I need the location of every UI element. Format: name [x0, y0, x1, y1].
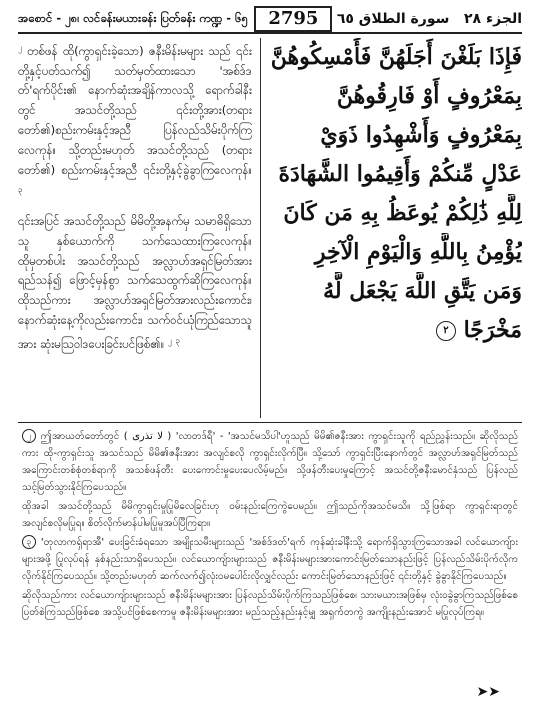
arabic-line: وَمَن يَتَّقِ اللَّهَ يَجْعَل لَّهُ [323, 278, 522, 304]
arabic-line-last: مَخْرَجًا ٢ [271, 311, 522, 350]
footnote-ref: ၂ [18, 43, 22, 52]
verse-section [18, 38, 522, 418]
continue-arrow-icon: ➤➤ [476, 684, 500, 700]
translation-paragraph-2: ၎င်းအပြင် အသင်တို့သည် မိမိတို့အနက်မှ သမာဓိရှိသောသူ နှစ်ယောက်ကို သက်သေထားကြလေကုန်။ ထိုမှတစ်ပါး အသင်တို့သည် အလ္လာဟ်အရှင်မြတ်အား ရည်သန်၍ ဖြောင့်မှန်စွာ သက်သေထွက်ဆိုကြလေကုန်။ ထိုသည်ကား အလ္လာဟ်အရှင်မြတ်အားလည်းကောင်း၊ နောက်ဆုံးနေ့ကိုလည်းကောင်း၊ သက်ဝင်ယုံကြည်သောသူအား ဆုံးမသြဝါဒပေးခြင်းပင်ဖြစ်၏။ $^၂$ $^၃$ [18, 214, 252, 351]
footnote-ref: ၃ [18, 185, 23, 195]
header-surah-title [337, 11, 522, 27]
arabic-line: بِمَعْرُوفٍ أَوْ فَارِقُوهُنَّ [336, 83, 522, 109]
footnote-marker: ၃ [22, 535, 36, 549]
footnote-2: ၃ 'တုလာကရှ်ရာအီ' ပေးခြင်းခံရသော အမျိုးသမီးများသည် 'အစ်ဒ်ဒတ်'ရက် ကုန်ဆုံးခါနီးသို့ ရောက်ရှိသွားကြသောအခါ လင်ယောကျ်ားများအဖို့ ပြုလုပ်ရန် နှစ်နည်းသာရှိပေသည်။ လင်ယောကျ်ားများသည် ဇနီးမိန်းမများအားကောင်းမြတ်သောနည်းဖြင့် ပြန်လည်သိမ်းပိုက်လိုက လိုက်နိုင်ကြပေသည်။ သို့တည်းမဟုတ် ဆက်လက်၍လုံးဝမပေါင်းလိုလျှင်လည်း ကောင်းမြတ်သောနည်းဖြင့် ၎င်းတို့နှင့် ခွဲခွာနိုင်ကြပေသည်။ [22, 537, 518, 582]
footnote-1: ၂ ဤအာယတ်တော်တွင် ( لا تذرى ) 'လာတဒ်ရီ' - 'အသင်မသိပါ'ဟူသည် မိမိ၏ဇနီးအား ကွာရှင်းသူကို ရည်ညွှန်းသည်။ ဆိုလိုသည်ကား ထို-ကွာရှင်းသူ အသင်သည် မိမိ၏ဇနီးအား အလျင်စလို ကွာရှင်းလိုက်ပြီ။ သို့သော် ကွာရှင်းပြီးနောက်တွင် အလ္လာဟ်အရှင်မြတ်သည် အကြောင်းတစ်စုံတစ်ရာကို အသစ်ဖန်တီး ပေးကောင်းမှုပေးပေလိမ့်မည်။ သို့ဖန်တီးပေးမှုကြောင့် အသင်တို့ဇနီးမောင်နှံသည် ပြန်လည်သင့်မြတ်သွားနိုင်ကြပေသည်။ [22, 431, 519, 493]
arabic-verse-column [261, 38, 522, 418]
translation-paragraph-1: $^၂$ တစ်ဖန် ထို(ကွာရှင်းခဲ့သော) ဇနီးမိန်းမများ သည် ၎င်းတို့နှင့်ပတ်သက်၍ သတ်မှတ်ထားသော 'အစ်ဒ်ဒတ်'ရက်ပိုင်း၏ နောက်ဆုံးအချိန်ကာလသို့ ရောက်ခါနီးတွင် အသင်တို့သည် ၎င်းတို့အား(တရားတော်၏)စည်းကမ်းနှင့်အညီ ပြန်လည်သိမ်းပိုက်ကြလေကုန်။ သို့တည်းမဟုတ် အသင်တို့သည် (တရားတော်၏) စည်းကမ်းနှင့်အညီ ၎င်းတို့နှင့်ခွဲခွာကြလေကုန်။ $^၃$ [18, 43, 252, 195]
header-surah: سورة الطلاق ٦٥ [336, 11, 450, 27]
arabic-line: فَإِذَا بَلَغْنَ أَجَلَهُنَّ فَأَمْسِكُوهُنَّ [270, 44, 522, 70]
header-chapter-title: အစောင် - ၂၈၊ လင်ခန်းမယားခန်း ပြတ်ခန်း ကဏ္ဍ - ၆၅ [18, 10, 249, 25]
footnote-1-continued: ထိုအခါ အသင်တို့သည် မိမိကွာရှင်းမှုပြုမိလေခြင်းဟု ဝမ်းနည်းကြေကွဲပေမည်။ ဤသည်ကိုအသင်မသိ။ သို့ဖြစ်ရာ ကွာရှင်းရာတွင် အလျင်စလိုမပြုရ။ စိတ်လိုက်မာန်ပါမပြုမူအပ်ပြီကြရာ။ [22, 501, 518, 529]
page-number: 2795 [254, 6, 332, 32]
footnote-ref: ၂ [167, 335, 172, 345]
footnote-divider [18, 422, 522, 423]
footnotes-section [22, 428, 518, 623]
page-header [18, 6, 522, 34]
arabic-line: يُؤْمِنُ بِاللَّهِ وَالْيَوْمِ الْآخِرِ [314, 239, 522, 265]
footnote-ref: ၃ [175, 335, 181, 345]
arabic-line: عَدْلٍ مِّنكُمْ وَأَقِيمُوا الشَّهَادَةَ [278, 161, 522, 187]
header-juz: الجزء ٢٨ [464, 11, 522, 27]
arabic-line: بِمَعْرُوفٍ وَأَشْهِدُوا ذَوَيْ [320, 122, 522, 148]
footnote-marker: ၂ [22, 429, 36, 443]
ayah-number-marker: ٢ [436, 321, 456, 341]
translation-column [18, 38, 260, 418]
footnote-2-continued: ဆိုလိုသည်ကား လင်ယောကျ်ားများသည် ဇနီးမိန်းမများအား ပြန်လည်သိမ်းပိုက်ကြသည်ဖြစ်စေ၊ သားမယားအဖြစ်မှ လုံးဝခွဲခွာကြသည်ဖြစ်စေ ပြတ်စဲကြသည်ဖြစ်စေ အသို့ပင်ဖြစ်စေကာမူ ဇနီးမိန်းမများအား မည်သည့်နည်းနှင့်မျှ အရှက်တကွဲ အကျိုးနည်းအောင် မပြုလုပ်ကြရ။ [22, 590, 518, 618]
arabic-line: لِلَّهِ ذَٰلِكُمْ يُوعَظُ بِهِ مَن كَانَ [283, 200, 522, 226]
